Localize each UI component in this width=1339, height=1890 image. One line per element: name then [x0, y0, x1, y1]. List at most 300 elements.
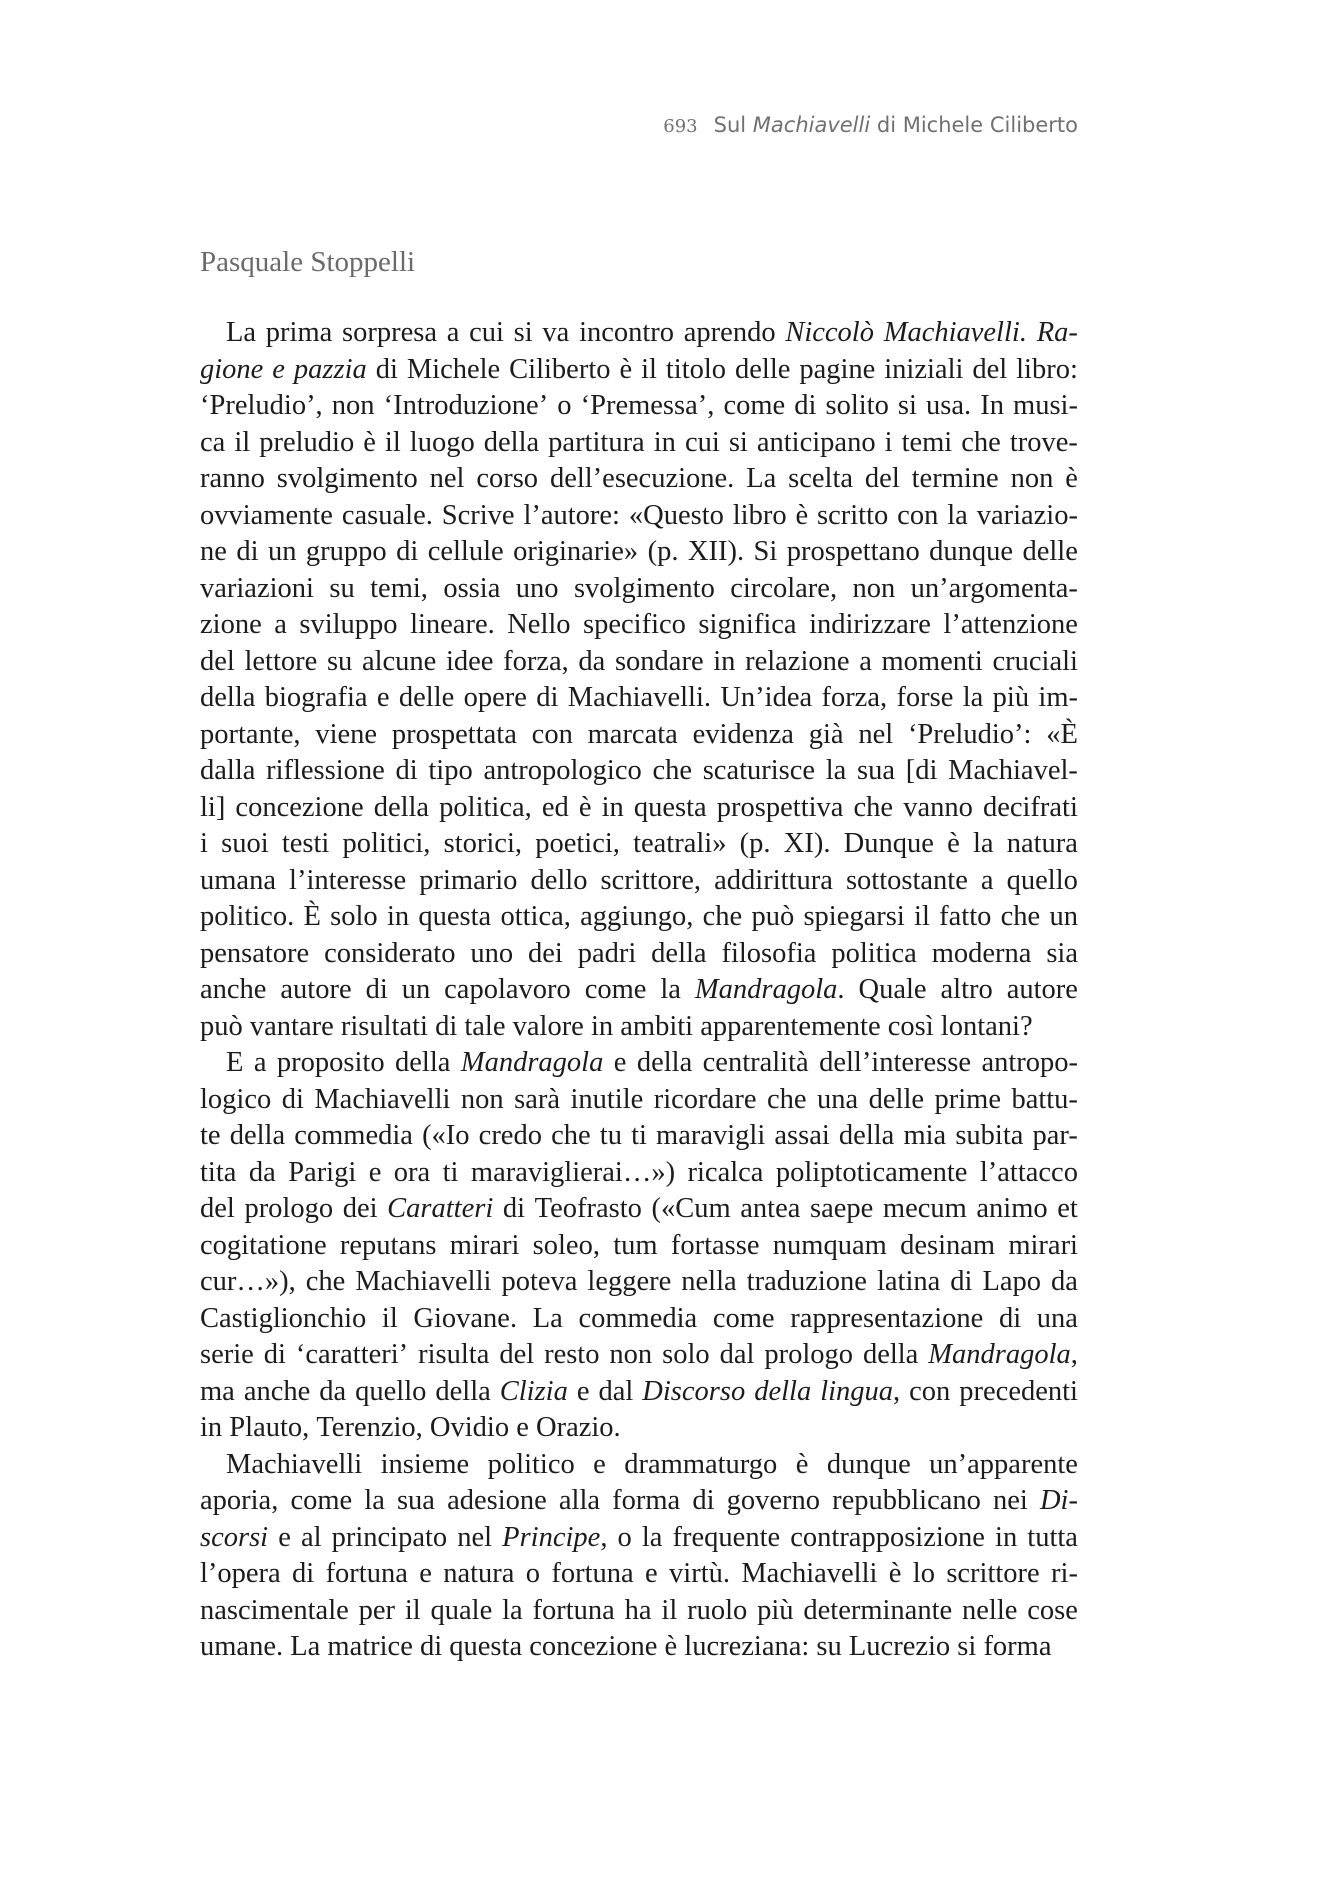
- author-name: Pasquale Stoppelli: [200, 246, 416, 278]
- word: fatto: [939, 901, 992, 932]
- word: La: [226, 317, 257, 348]
- word: delle: [398, 682, 455, 713]
- word: della: [651, 937, 707, 969]
- word: In: [980, 390, 1004, 421]
- word: Machiavelli: [741, 1558, 878, 1589]
- word: va: [542, 317, 570, 348]
- text-line: [200, 753, 1078, 790]
- word: virtù.: [669, 1558, 730, 1589]
- word: Si: [753, 536, 778, 567]
- word: uno: [515, 572, 559, 604]
- text-line: [200, 863, 1078, 900]
- word: che: [305, 1266, 346, 1297]
- word: lingua,: [820, 1375, 901, 1407]
- word: Un’idea: [720, 682, 813, 713]
- word: pazzia: [293, 353, 367, 385]
- text-line: [200, 1264, 1078, 1301]
- word: serie: [200, 1339, 254, 1370]
- word: è: [664, 1631, 678, 1662]
- word: «Questo: [628, 499, 724, 531]
- word: apparentemente: [700, 1010, 881, 1042]
- word: e: [593, 1448, 606, 1480]
- word: concezione: [529, 1631, 658, 1662]
- word: e: [576, 1375, 590, 1407]
- word: forma: [983, 1631, 1052, 1662]
- text-line: [200, 1374, 1078, 1411]
- word: saepe: [810, 1193, 874, 1224]
- word: mecum: [882, 1193, 967, 1224]
- word: risultati: [340, 1010, 428, 1042]
- word: animo: [976, 1193, 1048, 1224]
- word: prospettano: [786, 536, 920, 567]
- word: prospettiva: [716, 791, 844, 823]
- text-line: [200, 717, 1078, 754]
- word: prima: [265, 317, 333, 348]
- word: testi: [281, 828, 330, 859]
- word: Caratteri: [387, 1193, 494, 1224]
- word: a: [253, 1047, 267, 1078]
- text-line: [200, 1556, 1078, 1593]
- word: tipo: [428, 755, 473, 786]
- word: ‘Introduzione’: [383, 390, 549, 421]
- word: Ovidio: [429, 1412, 510, 1443]
- word: dal: [598, 1375, 634, 1407]
- word: ti: [631, 1120, 647, 1151]
- word: numquam: [772, 1229, 887, 1261]
- word: che: [1000, 901, 1041, 932]
- word: dei: [342, 1193, 378, 1224]
- word: svolgimento: [276, 463, 418, 494]
- word: (p.: [647, 536, 679, 567]
- word: fortuna: [325, 1558, 408, 1589]
- word: di: [794, 390, 817, 421]
- word: antropologico: [483, 755, 642, 786]
- word: dalla: [200, 755, 256, 786]
- word: biografia: [264, 682, 368, 713]
- word: o: [525, 1558, 541, 1589]
- word: usa.: [926, 390, 972, 421]
- word: sondare: [614, 645, 704, 677]
- word: Orazio.: [536, 1412, 621, 1443]
- word: li]: [200, 791, 226, 823]
- word: momenti: [881, 645, 983, 677]
- word: (p.: [739, 828, 771, 859]
- word: cogitatione: [200, 1229, 327, 1261]
- text-line: [200, 1118, 1078, 1155]
- word: natura: [1006, 828, 1078, 859]
- word: che: [551, 1120, 591, 1151]
- word: Machiavelli: [226, 1448, 363, 1480]
- word: più: [992, 682, 1030, 713]
- text-line: [200, 315, 1078, 352]
- word: fortuna: [532, 1594, 615, 1626]
- word: ovviamente: [200, 499, 333, 531]
- word: è: [578, 791, 592, 823]
- word: la: [660, 974, 681, 1005]
- word: di: [236, 536, 259, 567]
- word: lucreziana:: [684, 1631, 810, 1662]
- word: dunque: [929, 536, 1014, 567]
- word: da: [578, 645, 606, 677]
- word: ed: [541, 791, 569, 823]
- word: non: [460, 1083, 504, 1115]
- word: resto: [544, 1339, 600, 1370]
- word: marcata: [587, 718, 678, 750]
- word: scrittore,: [600, 864, 702, 896]
- word: ti: [442, 1156, 459, 1188]
- article-body: [200, 315, 1078, 1666]
- word: è: [795, 1448, 809, 1480]
- word: forza,: [821, 682, 888, 713]
- word: moderna: [931, 937, 1032, 969]
- word: battu-: [1011, 1083, 1078, 1115]
- word: al: [300, 1521, 322, 1553]
- word: Discorso: [642, 1375, 746, 1407]
- word: il: [641, 353, 657, 385]
- word: Dunque: [843, 828, 934, 859]
- word: del: [499, 1339, 535, 1370]
- text-line: [200, 1301, 1078, 1338]
- text-line: [200, 1082, 1078, 1119]
- word: zione: [200, 609, 262, 640]
- word: Lucrezio: [848, 1631, 951, 1662]
- word: ha: [624, 1594, 652, 1626]
- word: in: [386, 901, 410, 932]
- word: poetici,: [535, 828, 620, 859]
- text-line: [200, 680, 1078, 717]
- word: anche: [200, 974, 267, 1005]
- word: originarie»: [513, 536, 639, 567]
- text-line: [200, 936, 1078, 973]
- word: La: [532, 1302, 563, 1334]
- word: ri-: [1051, 1558, 1078, 1589]
- word: in: [653, 426, 676, 458]
- word: et: [1057, 1193, 1078, 1224]
- word: relazione: [745, 645, 850, 677]
- word: di: [375, 353, 398, 385]
- word: variazio-: [976, 499, 1078, 531]
- word: in: [200, 1412, 223, 1443]
- word: l’autore:: [523, 499, 620, 531]
- word: mia: [903, 1120, 947, 1151]
- word: dunque: [826, 1448, 911, 1480]
- word: sorpresa: [342, 317, 437, 348]
- word: svolgimento: [573, 572, 715, 604]
- text-line: [200, 1191, 1078, 1228]
- word: da: [248, 1156, 276, 1188]
- word: viene: [315, 718, 378, 750]
- word: si: [513, 317, 533, 348]
- word: luogo: [409, 426, 475, 458]
- word: su: [329, 572, 355, 604]
- word: i: [884, 426, 893, 458]
- word: addirittura: [714, 864, 833, 896]
- word: la: [502, 1594, 523, 1626]
- word: del: [864, 463, 900, 494]
- word: cose: [1027, 1594, 1078, 1626]
- word: questa: [449, 1631, 523, 1662]
- word: già: [808, 718, 844, 750]
- word: Nello: [507, 609, 571, 640]
- word: in: [601, 791, 624, 823]
- word: Castiglionchio: [200, 1302, 367, 1334]
- word: poteva: [501, 1266, 578, 1297]
- word: è: [795, 499, 809, 531]
- word: Teofrasto: [534, 1193, 642, 1224]
- word: cur…»),: [200, 1266, 296, 1297]
- word: iniziali: [884, 353, 964, 385]
- word: Principe,: [502, 1521, 608, 1553]
- text-line: [200, 1447, 1078, 1484]
- word: umane.: [200, 1631, 284, 1662]
- word: il: [661, 1594, 678, 1626]
- word: matrice: [327, 1631, 413, 1662]
- word: dell’interesse: [819, 1047, 972, 1078]
- word: («Io: [422, 1120, 470, 1151]
- word: lo: [912, 1558, 935, 1589]
- word: scaturisce: [702, 755, 816, 786]
- word: evidenza: [692, 718, 794, 750]
- word: scorsi: [200, 1521, 269, 1553]
- word: che: [702, 901, 743, 932]
- word: dell’esecuzione.: [549, 463, 735, 494]
- word: rappresentazione: [790, 1302, 984, 1334]
- word: del: [200, 1193, 235, 1224]
- word: Machiavelli.: [883, 317, 1027, 348]
- word: quello: [1006, 864, 1078, 896]
- word: ora: [393, 1156, 431, 1188]
- word: Quale: [858, 974, 927, 1005]
- word: di: [692, 1485, 715, 1516]
- word: quale: [430, 1594, 493, 1626]
- text-line: [200, 498, 1078, 535]
- word: forse: [896, 682, 954, 713]
- running-head-italic-title: Machiavelli: [752, 113, 871, 137]
- word: inutile: [570, 1083, 644, 1115]
- word: di: [395, 755, 418, 786]
- word: antropo-: [981, 1047, 1078, 1078]
- word: ‘Premessa’,: [580, 390, 715, 421]
- word: indirizzare: [809, 609, 931, 640]
- word: incontro: [579, 317, 675, 348]
- text-line: [200, 1009, 1078, 1046]
- word: del: [972, 353, 1008, 385]
- word: vanno: [903, 791, 973, 823]
- word: che: [767, 1083, 807, 1115]
- text-line: [200, 1520, 1078, 1557]
- word: umana: [200, 864, 276, 896]
- word: natura: [443, 1558, 515, 1589]
- word: di: [365, 974, 388, 1005]
- word: commedia: [294, 1120, 413, 1151]
- word: [di: [905, 755, 938, 786]
- word: Plauto,: [229, 1412, 310, 1443]
- text-line: [200, 607, 1078, 644]
- text-line: [200, 1228, 1078, 1265]
- word: soleo,: [532, 1229, 600, 1261]
- word: È: [303, 901, 321, 932]
- word: La: [746, 463, 777, 494]
- text-line: [200, 826, 1078, 863]
- word: di: [292, 1558, 315, 1589]
- word: la: [962, 682, 984, 713]
- word: nelle: [962, 1594, 1018, 1626]
- word: a: [980, 864, 994, 896]
- word: prime: [934, 1083, 1001, 1115]
- word: il: [914, 901, 930, 932]
- word: una: [1036, 1302, 1078, 1334]
- word: reputans: [339, 1229, 437, 1261]
- text-line: [200, 388, 1078, 425]
- word: ne: [200, 536, 227, 567]
- word: cui: [684, 426, 720, 458]
- word: cui: [469, 317, 504, 348]
- word: non: [609, 1339, 653, 1370]
- text-line: [200, 1410, 1078, 1447]
- word: come: [723, 390, 786, 421]
- word: di: [502, 1193, 526, 1224]
- word: risulta: [418, 1339, 490, 1370]
- word: altro: [940, 974, 993, 1005]
- word: traduzione: [746, 1266, 867, 1297]
- word: politici,: [342, 828, 431, 859]
- word: termine: [911, 463, 999, 494]
- word: subita: [955, 1120, 1024, 1151]
- word: l’opera: [200, 1558, 281, 1589]
- word: in: [713, 645, 736, 677]
- word: l’attenzione: [943, 609, 1078, 640]
- word: Lapo: [982, 1266, 1041, 1297]
- word: questa: [633, 791, 707, 823]
- word: alla: [558, 1485, 601, 1516]
- word: fortuna: [551, 1558, 634, 1589]
- word: tale: [464, 1010, 506, 1042]
- word: portante,: [200, 718, 301, 750]
- word: partitura: [548, 426, 645, 458]
- word: è: [947, 828, 960, 859]
- word: autore: [280, 974, 352, 1005]
- word: mirari: [1008, 1229, 1078, 1261]
- word: primario: [419, 864, 518, 896]
- word: di: [536, 682, 559, 713]
- paragraph: [200, 1045, 1078, 1447]
- word: e: [419, 1558, 432, 1589]
- word: Machiavelli: [314, 1083, 451, 1115]
- word: della: [373, 791, 430, 823]
- word: come: [712, 1302, 775, 1334]
- word: di: [950, 1266, 973, 1297]
- word: «È: [1046, 718, 1078, 750]
- word: la: [825, 755, 847, 786]
- word: spiegarsi: [803, 901, 905, 932]
- word: governo: [726, 1485, 820, 1516]
- word: di: [998, 1302, 1022, 1334]
- word: Terenzio,: [316, 1412, 423, 1443]
- word: questa: [418, 901, 492, 932]
- word: corso: [476, 463, 539, 494]
- word: Mandragola,: [928, 1339, 1078, 1370]
- word: l’interesse: [289, 864, 407, 896]
- word: padri: [577, 937, 637, 969]
- word: sia: [1046, 937, 1078, 969]
- word: libro:: [1016, 353, 1078, 385]
- word: si: [728, 426, 748, 458]
- word: politica: [831, 937, 917, 969]
- word: pensatore: [200, 937, 310, 969]
- word: Parigi: [288, 1156, 357, 1188]
- word: nella: [681, 1266, 737, 1297]
- word: assai: [774, 1120, 830, 1151]
- word: sarà: [514, 1083, 560, 1115]
- word: Ra-: [1036, 317, 1078, 348]
- word: pagine: [799, 353, 876, 385]
- text-line: [200, 899, 1078, 936]
- word: un: [1049, 901, 1078, 932]
- word: cruciali: [992, 645, 1078, 677]
- word: sua: [857, 755, 896, 786]
- word: precedenti: [959, 1375, 1078, 1407]
- word: Niccolò: [785, 317, 874, 348]
- running-head-prefix: Sul: [713, 113, 753, 137]
- running-head: [200, 113, 1078, 137]
- word: nei: [993, 1485, 1028, 1516]
- word: forza,: [503, 645, 569, 677]
- word: nel: [457, 1521, 493, 1553]
- word: ricordare: [653, 1083, 757, 1115]
- word: dei: [528, 937, 563, 969]
- word: della: [483, 426, 540, 458]
- word: da: [1051, 1266, 1078, 1297]
- word: scritto: [817, 499, 889, 531]
- word: un: [267, 536, 297, 567]
- word: ‘Preludio’,: [200, 390, 323, 421]
- word: prologo: [764, 1339, 853, 1370]
- word: un’apparente: [929, 1448, 1078, 1480]
- word: specifico: [583, 609, 686, 640]
- word: lettore: [244, 645, 318, 677]
- word: credo: [478, 1120, 542, 1151]
- word: solo: [662, 1339, 710, 1370]
- word: non: [331, 390, 375, 421]
- word: della: [395, 1047, 451, 1078]
- paragraph: [200, 1447, 1078, 1666]
- word: Di-: [1039, 1485, 1078, 1516]
- word: temi: [901, 426, 953, 458]
- word: della: [435, 1375, 491, 1407]
- word: vantare: [249, 1010, 334, 1042]
- word: lineare.: [410, 609, 495, 640]
- text-line: [200, 972, 1078, 1009]
- word: di: [419, 1631, 443, 1662]
- word: cellule: [427, 536, 504, 567]
- word: della: [862, 1339, 919, 1370]
- word: ricalca: [687, 1156, 764, 1188]
- word: Machiavelli.: [567, 682, 711, 713]
- word: o: [617, 1521, 632, 1553]
- word: autore: [1006, 974, 1078, 1005]
- word: Machiavelli: [355, 1266, 492, 1297]
- running-head-suffix: di Michele Ciliberto: [870, 113, 1078, 137]
- word: e: [272, 353, 285, 385]
- word: come: [290, 1485, 353, 1516]
- word: il: [404, 1594, 421, 1626]
- text-line: [200, 1629, 1078, 1666]
- word: del: [200, 645, 235, 677]
- word: frequente: [672, 1521, 781, 1553]
- word: lontani?: [940, 1010, 1033, 1042]
- word: di: [435, 1010, 458, 1042]
- word: a: [859, 645, 872, 677]
